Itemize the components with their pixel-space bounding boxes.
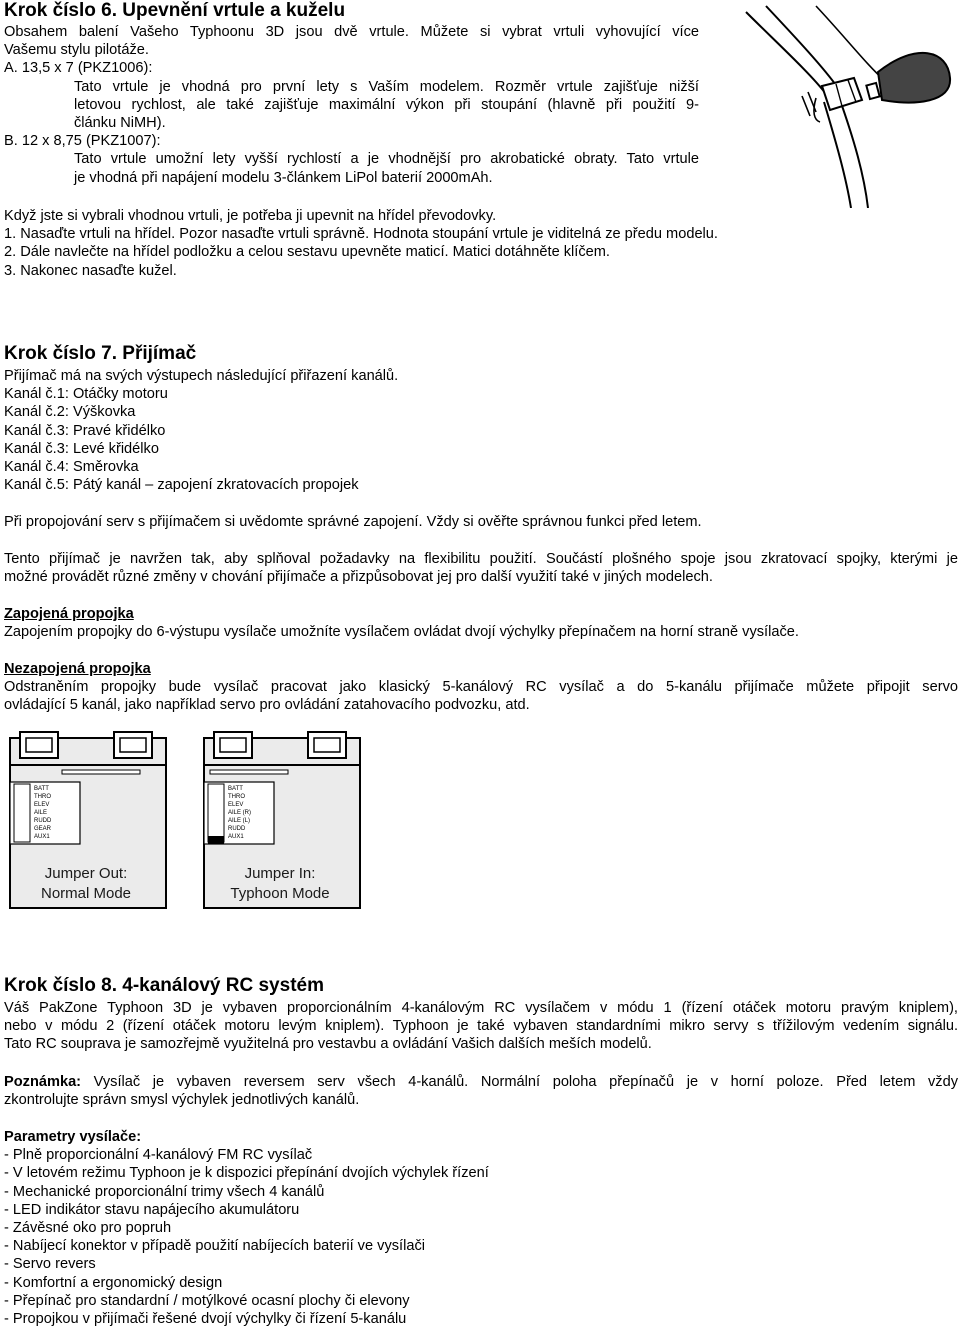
step8-intro-line3: Tato RC souprava je samozřejmě využitelná pro vestavbu a ovládání Vašich dalších meších modelů.: [4, 1036, 652, 1053]
channel-item: Kanál č.2: Výškovka: [4, 404, 136, 421]
option-b-line1: Tato vrtule umožní lety vyšší rychlostí a je vhodnější pro akrobatické obraty. Tato vrtule: [74, 151, 699, 168]
note-label: Poznámka:: [4, 1074, 82, 1090]
receiver-jumper-out-figure: [6, 730, 172, 915]
option-a-line1: Tato vrtule je vhodná pro první lety s Vaším modelem. Rozměr vrtule zajišťuje nižší: [74, 78, 699, 95]
channel-item: Kanál č.3: Levé křidélko: [4, 440, 159, 457]
transmitter-parameters: [4, 1128, 958, 1328]
servo-connection-note: Při propojování serv s přijímačem si uvědomte správné zapojení. Vždy si ověřte správnou funkci před letem.: [4, 514, 702, 530]
jumper-off-section: [4, 660, 958, 715]
param-item: - Propojkou v přijímači řešené dvojí výchylky či řízení 5-kanálu: [4, 1311, 407, 1328]
mount-step-2: 2. Dále navlečte na hřídel podložku a celou sestavu upevněte maticí. Matici dotáhněte klíčem.: [4, 244, 610, 261]
figure-caption-line2: Typhoon Mode: [230, 885, 330, 902]
option-a-line3: článku NiMH).: [74, 115, 166, 132]
step8-title: Krok číslo 8. 4-kanálový RC systém: [4, 975, 324, 996]
step6-intro: [4, 23, 699, 187]
figure-caption-line2: Normal Mode: [40, 885, 132, 902]
param-item: - Přepínač pro standardní / motýlkové ocasní plochy či elevony: [4, 1292, 410, 1309]
pin-label: GEAR: [34, 826, 52, 832]
mounting-instructions: [4, 207, 958, 280]
jumper-on-title: Zapojená propojka: [4, 606, 134, 622]
step6-title: Krok číslo 6. Upevnění vrtule a kuželu: [4, 0, 346, 21]
mount-step-1: 1. Nasaďte vrtuli na hřídel. Pozor nasaďte vrtuli správně. Hodnota stoupání vrtule je viditelná ze předu modelu.: [4, 226, 718, 243]
pin-label: AILE: [34, 810, 48, 816]
pin-label: BATT: [34, 786, 49, 792]
option-b-label: B. 12 x 8,75 (PKZ1007):: [4, 133, 161, 150]
step7-content: [4, 367, 958, 494]
channel-item: Kanál č.3: Pravé křidélko: [4, 422, 166, 439]
pin-label: AUX1: [228, 834, 244, 840]
step6-intro-line1: Obsahem balení Vašeho Typhoonu 3D jsou dvě vrtule. Můžete si vybrat vrtuli vyhovující více: [4, 24, 699, 40]
pin-label: BATT: [228, 786, 243, 792]
param-item: - Nabíjecí konektor v případě použití nabíjecích baterií ve vysílači: [4, 1238, 425, 1255]
step7-title: Krok číslo 7. Přijímač: [4, 343, 197, 364]
note-paragraph: [4, 1073, 958, 1109]
jumper-off-line2: ovládající 5 kanál, jako například servo pro ovládání zatahovacího podvozku, atd.: [4, 697, 530, 714]
flexibility-line1: Tento přijímač je navržen tak, aby splňoval požadavky na flexibilitu použití. Součástí plošného spoje jsou zkratovací spojky, kterými je: [4, 551, 958, 567]
option-b-line2: je vhodná při napájení modelu 3-článkem LiPol baterií 2000mAh.: [74, 169, 493, 186]
param-item: - Plně proporcionální 4-kanálový FM RC vysílač: [4, 1147, 313, 1164]
param-item: - Mechanické proporcionální trimy všech 4 kanálů: [4, 1183, 325, 1200]
jumper-on-section: [4, 605, 958, 641]
params-title: Parametry vysílače:: [4, 1129, 142, 1145]
pin-label: ELEV: [34, 802, 50, 808]
step8-intro: [4, 999, 958, 1054]
channel-item: Kanál č.1: Otáčky motoru: [4, 386, 168, 403]
param-item: - Servo revers: [4, 1256, 96, 1273]
pin-label: ELEV: [228, 802, 244, 808]
channel-item: Kanál č.4: Směrovka: [4, 459, 139, 476]
param-item: - V letovém režimu Typhoon je k dispozici přepínání dvojích výchylek řízení: [4, 1165, 489, 1182]
jumper-on-text: Zapojením propojky do 6-výstupu vysílače umožníte vysílačem ovládat dvojí výchylky přepínačem na horní straně vysílače.: [4, 624, 799, 641]
param-item: - Komfortní a ergonomický design: [4, 1274, 223, 1291]
note-text: Vysílač je vybaven reversem serv všech 4-kanálů. Normální poloha přepínačů je v horní poloze. Před letem vždy: [81, 1074, 958, 1090]
mount-step-3: 3. Nakonec nasaďte kužel.: [4, 262, 177, 279]
note-line1: [4, 1073, 958, 1091]
propeller-spinner-illustration: [716, 2, 960, 208]
jumper-off-line1: Odstraněním propojky bude vysílač pracovat jako klasický 5-kanálový RC vysílač a do 5-kanálu přijímače můžete připojit servo: [4, 679, 958, 696]
figure-caption-line1: Jumper In:: [244, 865, 316, 882]
pin-label: THRO: [228, 794, 245, 800]
option-a-label: A. 13,5 x 7 (PKZ1006):: [4, 60, 153, 77]
flexibility-paragraph: [4, 550, 958, 586]
mount-intro: Když jste si vybrali vhodnou vrtuli, je potřeba ji upevnit na hřídel převodovky.: [4, 208, 497, 224]
receiver-jumper-in-figure: [200, 730, 366, 915]
jumper-off-title: Nezapojená propojka: [4, 661, 151, 677]
pin-label: AUX1: [34, 834, 50, 840]
option-a-line2: letovou rychlost, ale také zajišťuje maximální výkon při stoupání (hlavně při použití 9-: [74, 96, 699, 113]
step6-intro-line2: Vašemu stylu pilotáže.: [4, 42, 149, 59]
figure-caption-line1: Jumper Out:: [44, 865, 128, 882]
pin-label: RUDD: [34, 818, 52, 824]
param-item: - LED indikátor stavu napájecího akumulátoru: [4, 1201, 300, 1218]
pin-label: THRO: [34, 794, 51, 800]
step8-intro-line1: Váš PakZone Typhoon 3D je vybaven proporcionálním 4-kanálovým RC vysílačem v módu 1 (řízení otáček motoru pravým kniplem),: [4, 1000, 958, 1016]
param-item: - Závěsné oko pro popruh: [4, 1220, 172, 1237]
pin-label: AILE (L): [228, 818, 251, 824]
channel-item: Kanál č.5: Pátý kanál – zapojení zkratovacích propojek: [4, 477, 359, 494]
pin-label: AILE (R): [228, 810, 252, 816]
step8-intro-line2: nebo v módu 2 (řízení otáček motoru levým kniplem). Typhoon je také vybaven standardními mikro servy s třížilovým vedením signálu.: [4, 1018, 958, 1035]
pin-label: RUDD: [228, 826, 246, 832]
receiver-intro: Přijímač má na svých výstupech následující přiřazení kanálů.: [4, 368, 399, 384]
note-line2: zkontrolujte správn smysl výchylek jednotlivých kanálů.: [4, 1092, 360, 1109]
flexibility-line2: možné provádět různé změny v chování přijímače a přizpůsobovat jej pro další využití také v jiných modelech.: [4, 569, 713, 586]
